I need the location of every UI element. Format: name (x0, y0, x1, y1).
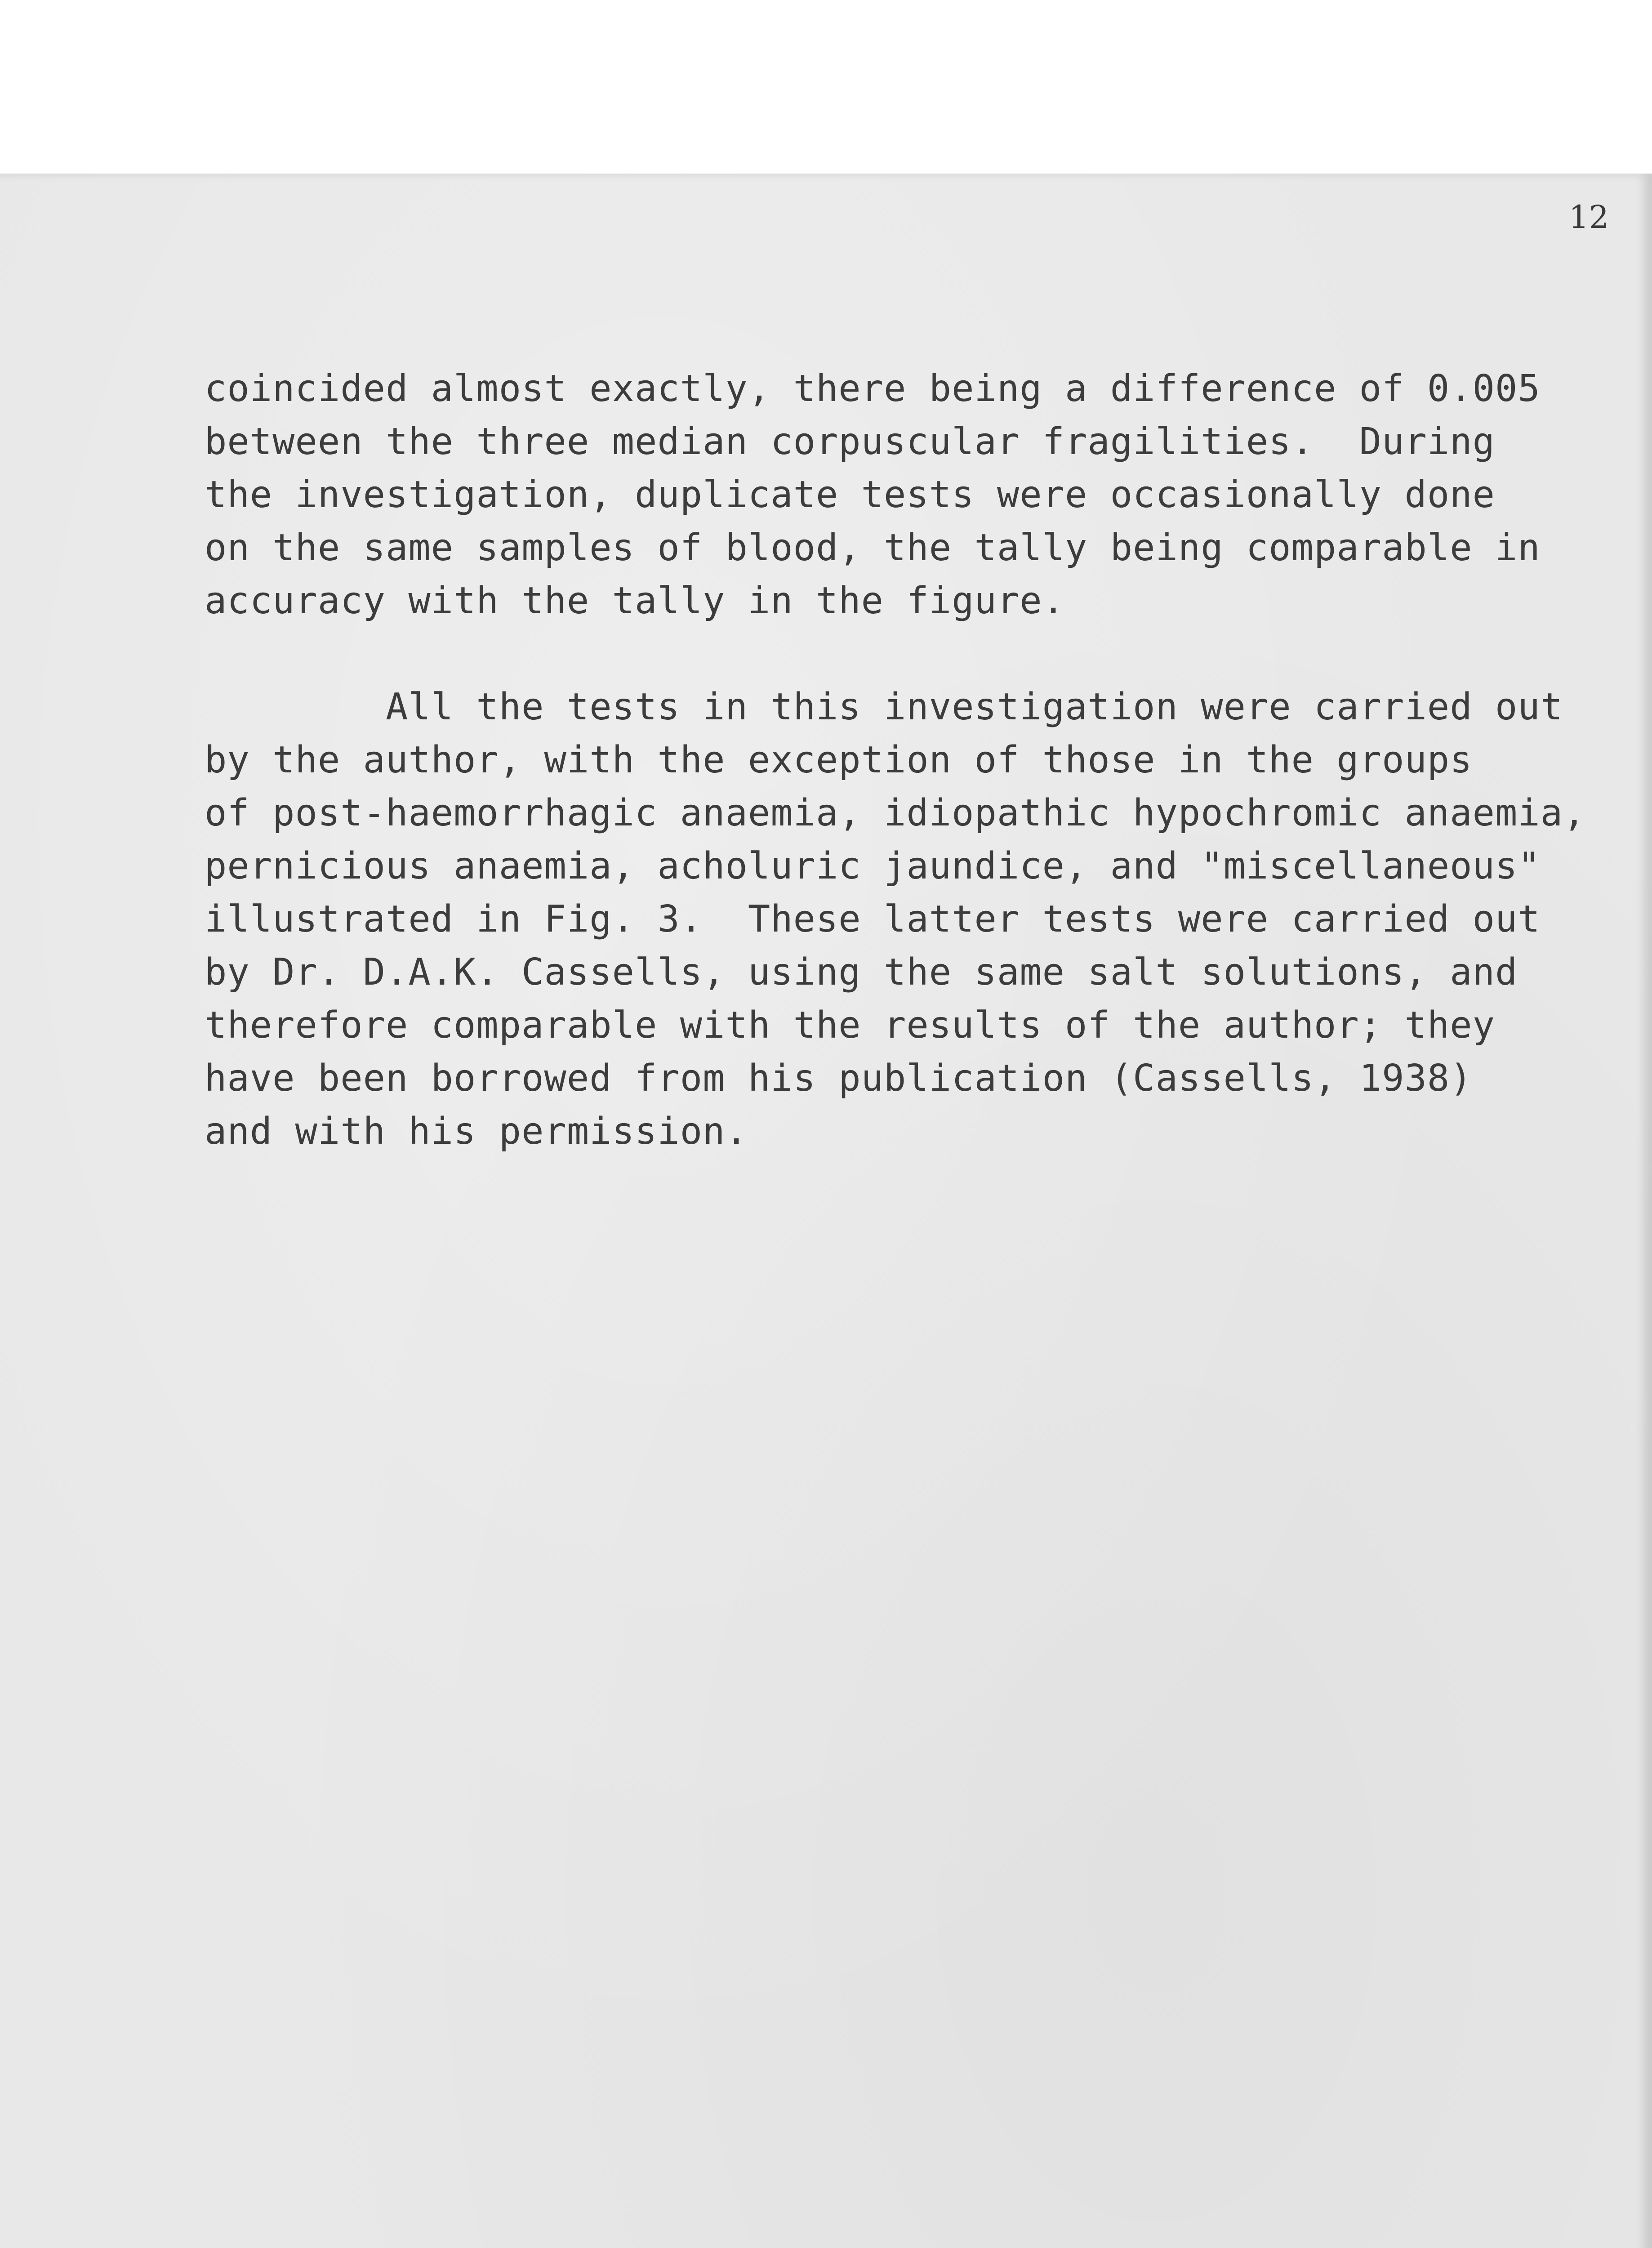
text-line: and with his permission. (205, 1110, 748, 1153)
text-line: illustrated in Fig. 3. These latter tests were carried out (205, 898, 1541, 941)
text-line: by the author, with the exception of those in the groups (205, 739, 1473, 781)
text-line: of post-haemorrhagic anaemia, idiopathic hypochromic anaemia, (205, 792, 1586, 834)
text-line: the investigation, duplicate tests were occasionally done (205, 473, 1495, 516)
body-text (205, 362, 1586, 1158)
text-line: by Dr. D.A.K. Cassells, using the same salt solutions, and (205, 951, 1518, 994)
text-line: accuracy with the tally in the figure. (205, 580, 1065, 622)
paragraph-2 (205, 681, 1586, 1158)
text-line: therefore comparable with the results of the author; they (205, 1004, 1495, 1047)
scanned-page (0, 174, 1652, 2248)
page-number: 12 (1569, 199, 1609, 236)
text-line: on the same samples of blood, the tally being comparable in (205, 526, 1541, 569)
text-line: between the three median corpuscular fragilities. During (205, 420, 1495, 463)
text-line: All the tests in this investigation were carried out (205, 686, 1563, 728)
text-line: pernicious anaemia, acholuric jaundice, and "miscellaneous" (205, 845, 1541, 888)
paragraph-1 (205, 362, 1541, 628)
text-line: have been borrowed from his publication (Cassells, 1938) (205, 1057, 1473, 1100)
text-line: coincided almost exactly, there being a difference of 0.005 (205, 367, 1541, 410)
